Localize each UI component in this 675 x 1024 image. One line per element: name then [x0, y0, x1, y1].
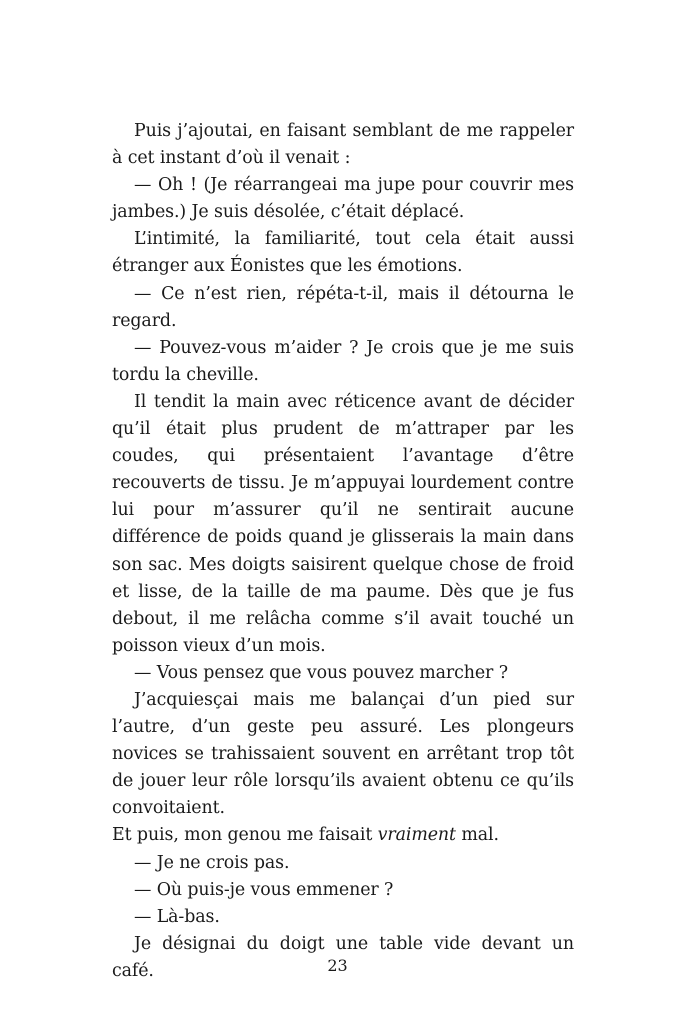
paragraph: — Là-bas.	[134, 906, 220, 927]
paragraph: Je désignai du doigt une table vide devant un café.	[112, 933, 574, 981]
paragraph: — Je ne crois pas.	[134, 852, 290, 873]
paragraph: — Ce n’est rien, répéta-t-il, mais il détourna le regard.	[112, 283, 574, 331]
paragraph-with-emphasis	[112, 822, 574, 849]
paragraph: Puis j’ajoutai, en faisant semblant de me rappeler à cet instant d’où il venait :	[112, 121, 574, 169]
paragraph: — Où puis-je vous emmener ?	[134, 879, 394, 900]
paragraph: L’intimité, la familiarité, tout cela était aussi étranger aux Éonistes que les émotions.	[112, 229, 574, 277]
body-text	[112, 118, 574, 985]
text-run: mal.	[455, 825, 499, 846]
paragraph: Il tendit la main avec réticence avant de décider qu’il était plus prudent de m’attraper par les coudes, qui présentaient l’avantage d’être recouverts de tissu. Je m’appuyai lourdement contre lui pour m’assurer qu’il ne sentirait aucune différence de poids quand je glisserais la main dans son sac. Mes doigts saisirent quelque chose de froid et lisse, de la taille de ma paume. Dès que je fus debout, il me relâcha comme s’il avait touché un poisson vieux d’un mois.	[112, 391, 574, 656]
paragraph: — Oh ! (Je réarrangeai ma jupe pour couvrir mes jambes.) Je suis désolée, c’était déplacé.	[112, 175, 574, 223]
emphasized-word: vraiment	[377, 825, 456, 846]
text-run: Et puis, mon genou me faisait	[112, 825, 378, 846]
paragraph: — Vous pensez que vous pouvez marcher ?	[134, 662, 508, 683]
paragraph: J’acquiesçai mais me balançai d’un pied sur l’autre, d’un geste peu assuré. Les plongeurs novices se trahissaient souvent en arrêtant trop tôt de jouer leur rôle lorsqu’ils avaient obtenu ce qu’ils convoitaient.	[112, 689, 574, 819]
page-number: 23	[327, 956, 348, 975]
paragraph: — Pouvez-vous m’aider ? Je crois que je me suis tordu la cheville.	[112, 337, 574, 385]
